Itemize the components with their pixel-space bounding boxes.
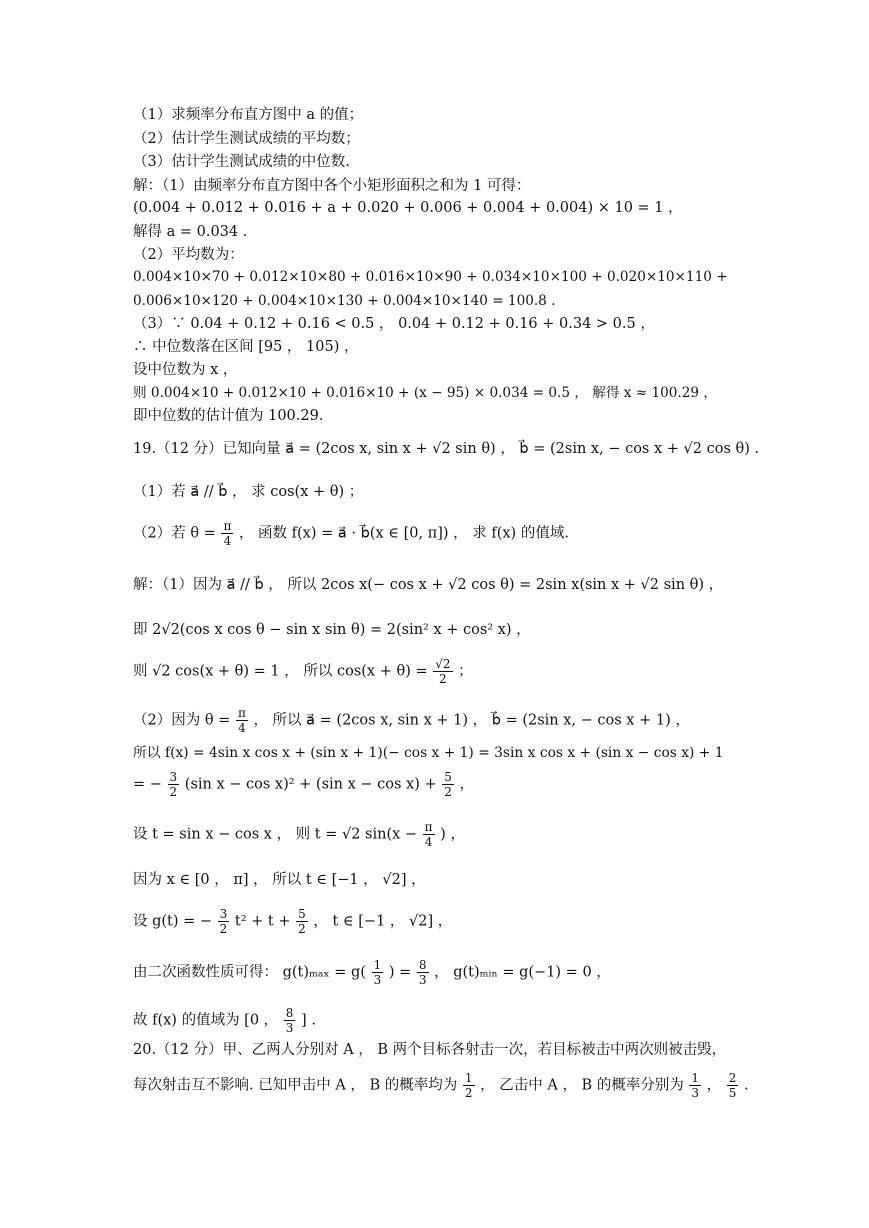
text-span: ， t ∈ [−1 ， √2] ， (313, 913, 453, 930)
text-span: 设 t = sin x − cos x ， 则 t = √2 sin(x − (133, 826, 418, 843)
numerator: π (424, 820, 433, 834)
fraction (433, 657, 452, 686)
question-20-title: 20.（12 分）甲、乙两人分别对 A ， B 两个目标各射击一次，若目标被击中两次则被击毁， (133, 1042, 727, 1058)
denominator: 2 (439, 672, 447, 686)
equation-line: 0.004×10×70 + 0.012×10×80 + 0.016×10×90 + 0.034×10×100 + 0.020×10×110 + (133, 269, 728, 285)
solution-line: 因为 x ∈ [0 ， π] ， 所以 t ∈ [−1 ， √2] ， (133, 872, 426, 888)
denominator: 3 (691, 1086, 700, 1100)
text-span: ， 乙击中 A ， B 的概率分别为 (480, 1077, 684, 1094)
numerator: 3 (219, 907, 228, 921)
solution-line (133, 706, 690, 735)
fraction (442, 770, 454, 799)
denominator: 2 (464, 1086, 473, 1100)
numerator: 5 (298, 907, 306, 921)
text-span: ] . (301, 1012, 316, 1029)
equation-line: 所以 f(x) = 4sin x cos x + (sin x + 1)(− cos x + 1) = 3sin x cos x + (sin x − cos x) + 1 (133, 745, 724, 761)
fraction (236, 706, 248, 735)
solution-line: （2）平均数为： (133, 247, 244, 263)
solution-line (133, 907, 452, 936)
question-19-part-2 (133, 519, 569, 548)
fraction (727, 1071, 739, 1100)
numerator: 1 (464, 1071, 473, 1085)
equation-line (133, 770, 474, 799)
numerator: π (223, 519, 232, 533)
denominator: 2 (298, 922, 306, 936)
text-span: ， 所以 a⃗ = (2cos x, sin x + 1) ， b⃗ = (2sin x, − cos x + 1) ， (253, 712, 690, 729)
solution-line: 即中位数的估计值为 100.29. (133, 408, 324, 424)
text-span: （2）因为 θ = (133, 712, 231, 729)
fraction (168, 770, 180, 799)
numerator: √2 (435, 657, 451, 671)
denominator: 5 (728, 1086, 737, 1100)
solution-line (133, 820, 465, 849)
denominator: 2 (169, 785, 178, 799)
text-span: 则 √2 cos(x + θ) = 1 ， 所以 cos(x + θ) = (133, 663, 428, 680)
solution-line (133, 958, 611, 987)
solution-line: 即 2√2(cos x cos θ − sin x sin θ) = 2(sin² x + cos² x) ， (133, 622, 531, 638)
solution-line: 设中位数为 x ， (133, 362, 238, 378)
text-span: （2）若 θ = (133, 525, 216, 542)
numerator: 2 (728, 1071, 737, 1085)
equation-line: (0.004 + 0.012 + 0.016 + a + 0.020 + 0.006 + 0.004 + 0.004) × 10 = 1 ， (133, 200, 683, 216)
solution-line: ∴ 中位数落在区间 [95 ， 105) ， (133, 339, 359, 355)
denominator: 3 (285, 1021, 294, 1035)
text-span: ) = (388, 964, 412, 981)
numerator: 1 (691, 1071, 700, 1085)
fraction (284, 1006, 296, 1035)
denominator: 3 (418, 973, 427, 987)
question-part-2: （2）估计学生测试成绩的平均数； (133, 131, 360, 147)
denominator: 2 (219, 922, 228, 936)
denominator: 3 (373, 973, 382, 987)
fraction (372, 958, 384, 987)
fraction (221, 519, 233, 548)
question-part-1: （1）求频率分布直方图中 a 的值； (133, 107, 364, 123)
denominator: 2 (444, 785, 452, 799)
equation-line: 0.006×10×120 + 0.004×10×130 + 0.004×10×140 = 100.8 . (133, 293, 556, 309)
text-span: 设 g(t) = − (133, 913, 213, 930)
text-span: ， (459, 776, 475, 793)
text-span: (sin x − cos x)² + (sin x − cos x) + (184, 776, 437, 793)
fraction (417, 958, 429, 987)
question-19-part-1: （1）若 a⃗ // b⃗ ， 求 cos(x + θ) ； (133, 484, 364, 500)
numerator: 8 (285, 1006, 294, 1020)
numerator: 5 (444, 770, 452, 784)
question-19-title: 19.（12 分）已知向量 a⃗ = (2cos x, sin x + √2 sin θ) ， b⃗ = (2sin x, − cos x + √2 cos θ) . (133, 441, 760, 457)
solution-line (133, 657, 473, 686)
text-span: 由二次函数性质可得： g(t)ₘₐₓ = g( (133, 964, 366, 981)
fraction (423, 820, 435, 849)
text-span: ， (706, 1077, 722, 1094)
numerator: 3 (169, 770, 178, 784)
denominator: 4 (424, 835, 433, 849)
solution-line: 解得 a = 0.034 . (133, 224, 248, 240)
text-span: t² + t + (234, 913, 291, 930)
text-span: ) ， (440, 826, 465, 843)
question-20-line (133, 1071, 749, 1100)
solution-line: （3）∵ 0.04 + 0.12 + 0.16 < 0.5 ， 0.04 + 0.12 + 0.16 + 0.34 > 0.5 ， (133, 316, 655, 332)
fraction (463, 1071, 475, 1100)
numerator: 1 (373, 958, 382, 972)
denominator: 4 (223, 534, 232, 548)
numerator: π (237, 706, 246, 720)
equation-line: 则 0.004×10 + 0.012×10 + 0.016×10 + (x − 95) × 0.034 = 0.5 ， 解得 x ≈ 100.29 ， (133, 385, 717, 401)
fraction (296, 907, 308, 936)
text-span: 每次射击互不影响. 已知甲击中 A ， B 的概率均为 (133, 1077, 458, 1094)
solution-line (133, 1006, 316, 1035)
text-span: . (744, 1077, 749, 1094)
solution-line: 解：（1）由频率分布直方图中各个小矩形面积之和为 1 可得： (133, 178, 531, 194)
fraction (218, 907, 230, 936)
solution-line: 解：（1）因为 a⃗ // b⃗ ， 所以 2cos x(− cos x + √2 cos θ) = 2sin x(sin x + √2 sin θ) ， (133, 577, 724, 593)
question-part-3: （3）估计学生测试成绩的中位数. (133, 154, 350, 170)
text-span: 故 f(x) 的值域为 [0 ， (133, 1012, 279, 1029)
text-span: ， g(t)ₘᵢₙ = g(−1) = 0 ， (434, 964, 611, 981)
text-span: ； (458, 663, 473, 680)
fraction (689, 1071, 701, 1100)
text-span: ， 函数 f(x) = a⃗ · b⃗(x ∈ [0, π]) ， 求 f(x) 的值域. (238, 525, 569, 542)
denominator: 4 (238, 721, 246, 735)
numerator: 8 (418, 958, 427, 972)
text-span: = − (133, 776, 162, 793)
